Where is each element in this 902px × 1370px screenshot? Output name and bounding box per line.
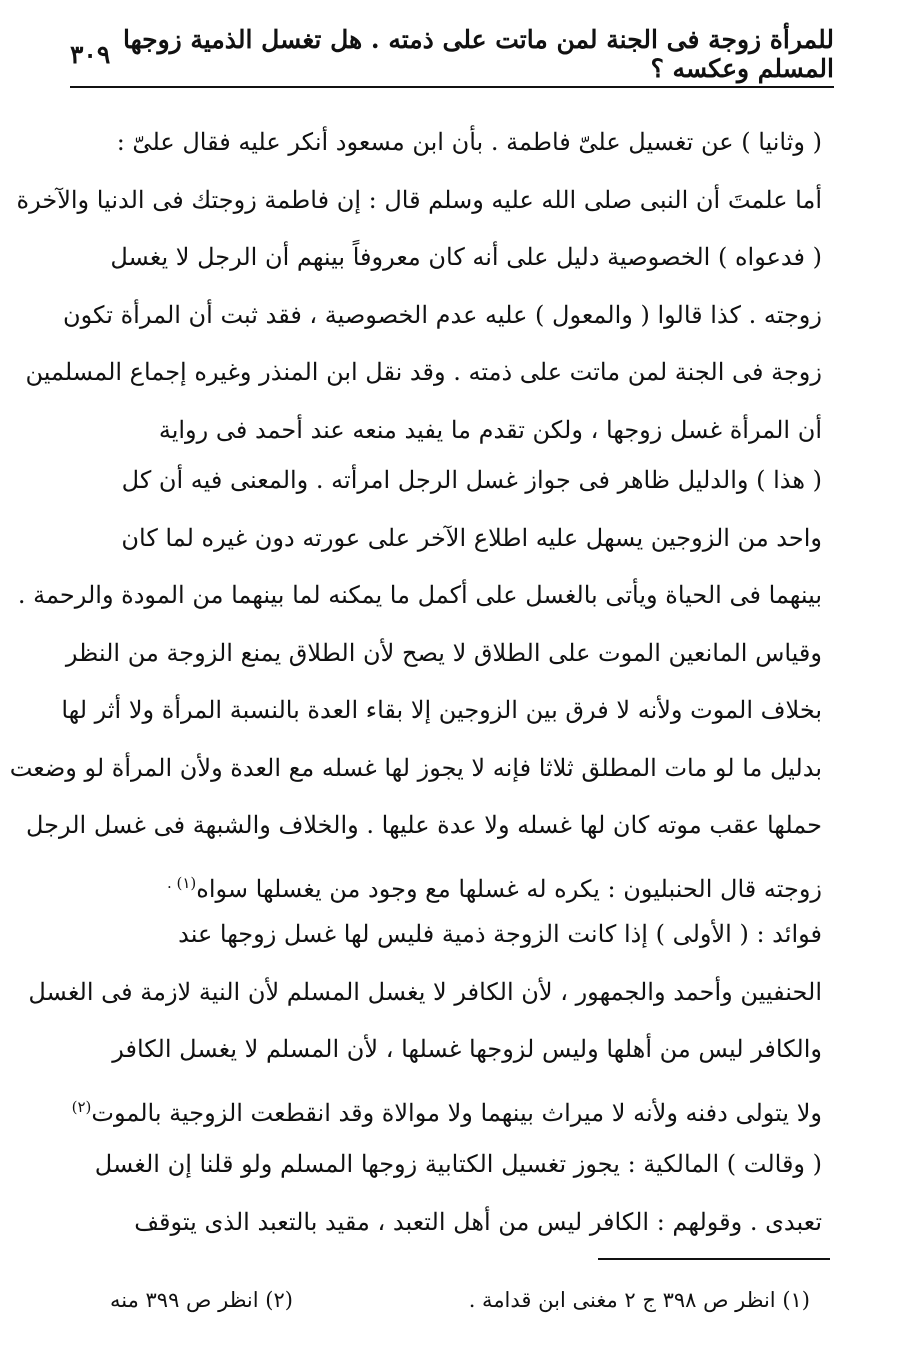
footnote-marker: (٢) <box>71 1097 92 1116</box>
text-line: ( وثانيا ) عن تغسيل علىّ فاطمة . بأن ابن مسعود أنكر عليه فقال علىّ : <box>116 128 822 156</box>
footnote-1: (١) انظر ص ٣٩٨ ج ٢ مغنى ابن قدامة . <box>468 1288 810 1312</box>
text-line: وقياس المانعين الموت على الطلاق لا يصح لأن الطلاق يمنع الزوجة من النظر <box>65 638 822 667</box>
text-line: ( وقالت ) المالكية : يجوز تغسيل الكتابية زوجها المسلم ولو قلنا إن الغسل <box>94 1150 822 1178</box>
text-line: بخلاف الموت ولأنه لا فرق بين الزوجين إلا بقاء العدة بالنسبة المرأة ولا أثر لها <box>61 696 822 724</box>
text-line-content: ولا يتولى دفنه ولأنه لا ميراث بينهما ولا موالاة وقد انقطعت الزوجية بالموت <box>91 1098 822 1127</box>
text-line: أما علمتَ أن النبى صلى الله عليه وسلم قال : إن فاطمة زوجتك فى الدنيا والآخرة <box>16 185 822 214</box>
footnote-marker: (١) . <box>166 873 197 892</box>
text-line: بدليل ما لو مات المطلق ثلاثا فإنه لا يجوز لها غسله مع العدة ولأن المرأة لو وضعت <box>9 753 822 782</box>
text-line: ( هذا ) والدليل ظاهر فى جواز غسل الرجل امرأته . والمعنى فيه أن كل <box>121 466 822 494</box>
page-number: ٣٠٩ <box>70 39 111 69</box>
text-line: تعبدى . وقولهم : الكافر ليس من أهل التعبد ، مقيد بالتعبد الذى يتوقف <box>134 1207 822 1236</box>
footnote-2: (٢) انظر ص ٣٩٩ منه <box>110 1288 293 1312</box>
footnote-rule <box>598 1258 830 1260</box>
text-line: واحد من الزوجين يسهل عليه اطلاع الآخر على عورته دون غيره لما كان <box>121 523 822 552</box>
page-header <box>70 25 834 83</box>
text-line-content: زوجته قال الحنبليون : يكره له غسلها مع وجود من يغسلها سواه <box>196 874 822 903</box>
paragraph-1 <box>16 114 822 459</box>
running-title: للمرأة زوجة فى الجنة لمن ماتت على ذمته . هل تغسل الذمية زوجها المسلم وعكسه ؟ <box>122 25 834 83</box>
paragraph-2 <box>9 452 822 912</box>
text-line <box>80 855 822 913</box>
footnotes <box>110 1288 810 1312</box>
text-line: فوائد : ( الأولى ) إذا كانت الزوجة ذمية فليس لها غسل زوجها عند <box>178 920 822 948</box>
text-line: حملها عقب موته كان لها غسله ولا عدة عليها . والخلاف والشبهة فى غسل الرجل <box>25 811 822 839</box>
text-line: زوجته . كذا قالوا ( والمعول ) عليه عدم الخصوصية ، فقد ثبت أن المرأة تكون <box>63 300 822 329</box>
header-rule <box>70 86 834 88</box>
text-line: أن المرأة غسل زوجها ، ولكن تقدم ما يفيد منعه عند أحمد فى رواية <box>158 415 822 444</box>
text-line: زوجة فى الجنة لمن ماتت على ذمته . وقد نقل ابن المنذر وغيره إجماع المسلمين <box>25 358 822 386</box>
text-line <box>71 1079 822 1137</box>
text-line: الحنفيين وأحمد والجمهور ، لأن الكافر لا يغسل المسلم لأن النية لازمة فى الغسل <box>28 977 822 1006</box>
text-line: بينهما فى الحياة ويأتى بالغسل على أكمل ما يمكنه لما بينهما من المودة والرحمة . <box>17 581 822 609</box>
text-line: والكافر ليس من أهلها وليس لزوجها غسلها ، لأن المسلم لا يغسل الكافر <box>112 1035 822 1063</box>
paragraph-3 <box>28 906 822 1251</box>
text-line: ( فدعواه ) الخصوصية دليل على أنه كان معروفاً بينهم أن الرجل لا يغسل <box>110 243 822 271</box>
